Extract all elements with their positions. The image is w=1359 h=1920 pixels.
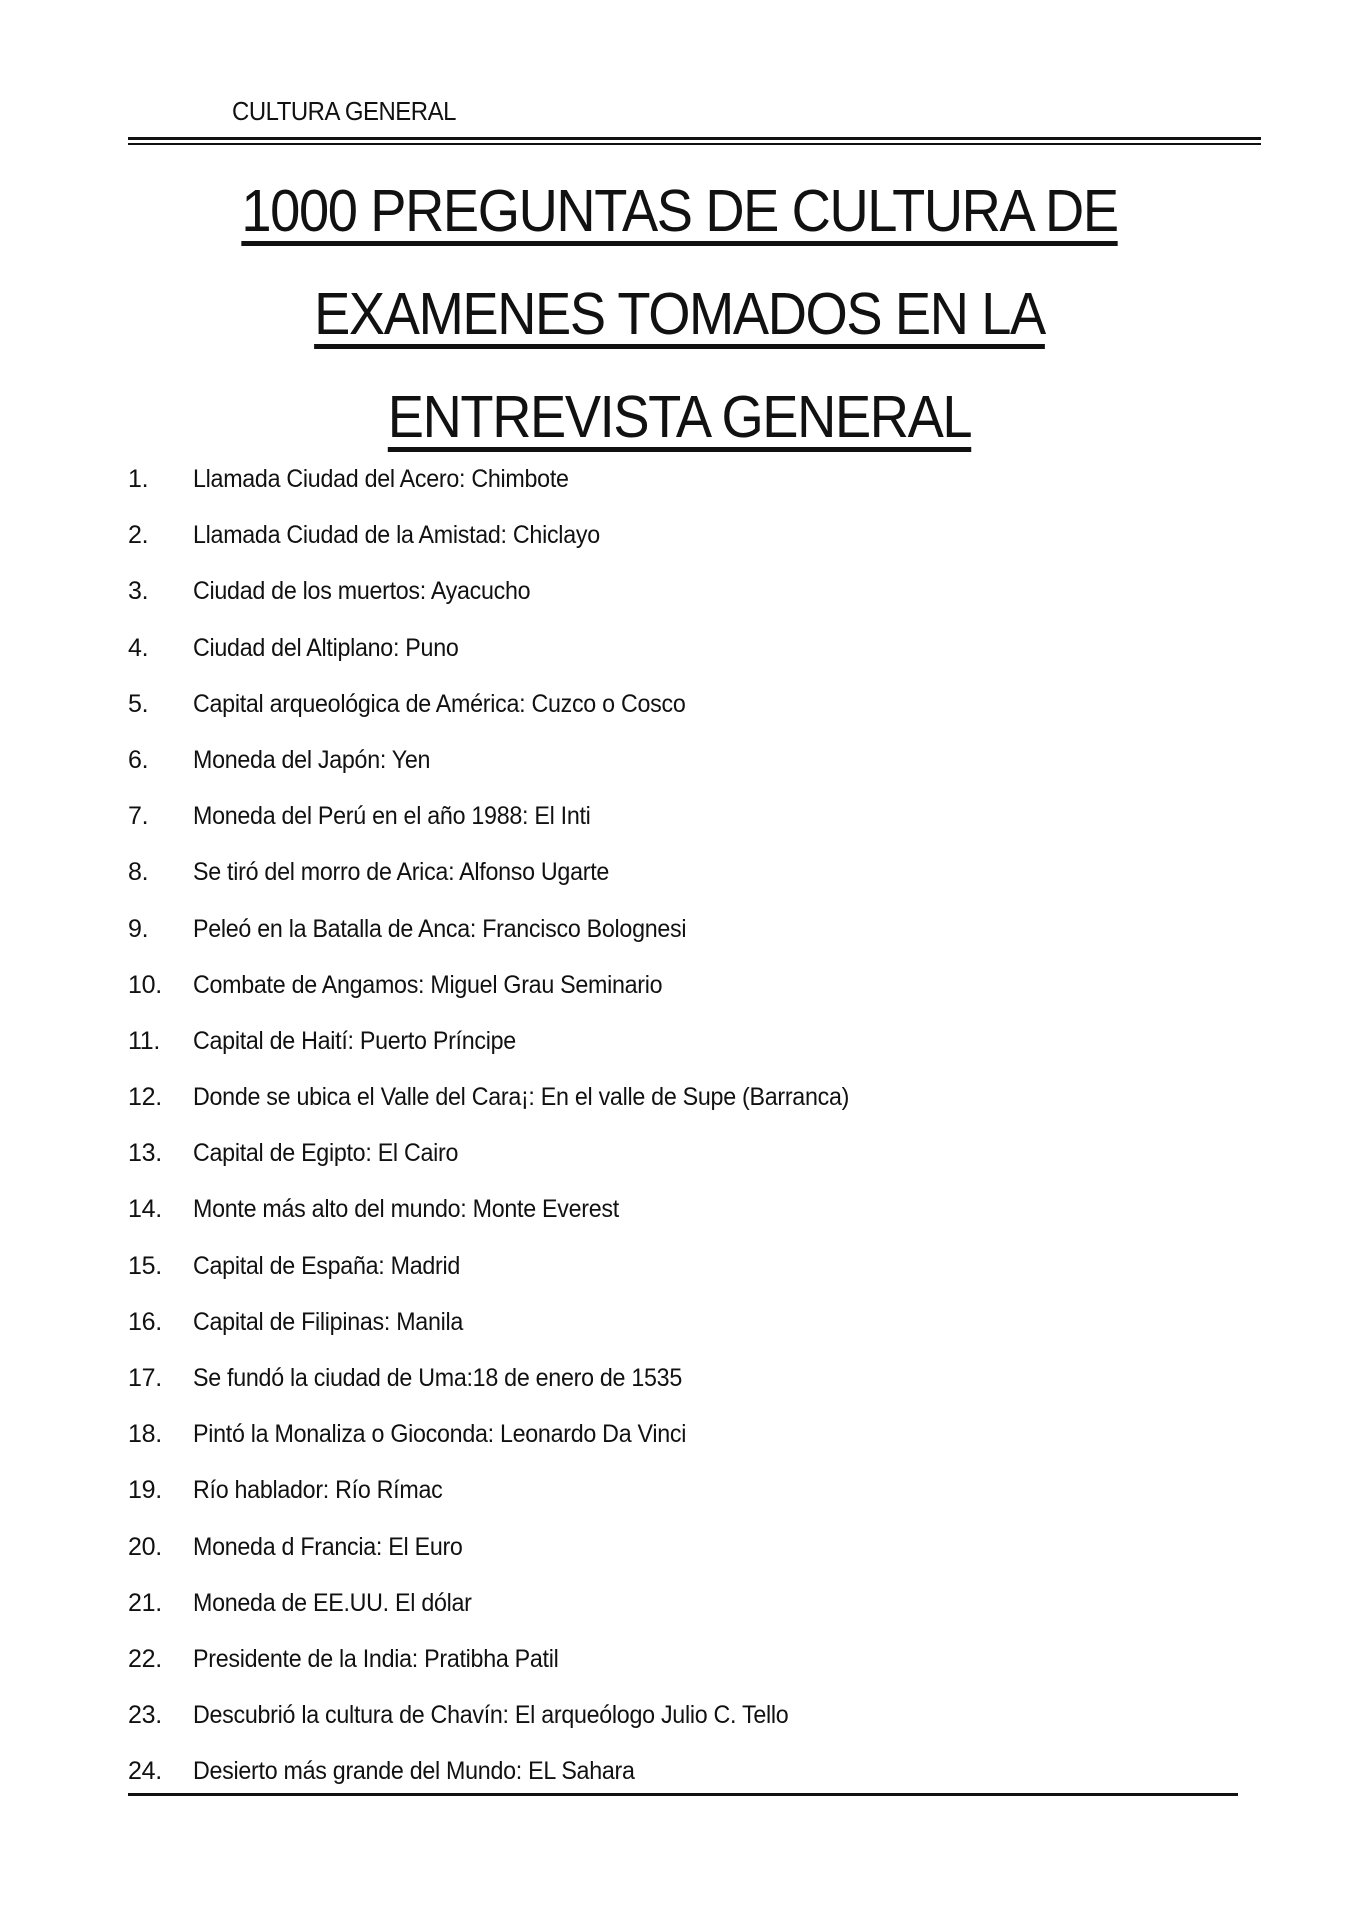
list-item [128,633,1238,689]
list-item [128,1138,1238,1194]
item-text: Descubrió la cultura de Chavín: El arqueólogo Julio C. Tello [193,1701,789,1730]
list-item [128,914,1238,970]
item-text: Combate de Angamos: Miguel Grau Seminario [193,970,663,999]
list-item [128,1756,1238,1812]
title-line-2: EXAMENES TOMADOS EN LA [314,281,1045,347]
item-text: Presidente de la India: Pratibha Patil [193,1644,559,1673]
item-text: Llamada Ciudad del Acero: Chimbote [193,465,569,493]
item-number: 14. [128,1195,162,1224]
item-text: Ciudad de los muertos: Ayacucho [193,577,531,606]
list-item [128,689,1238,745]
item-number: 12. [128,1083,162,1112]
item-number: 4. [128,633,149,662]
item-number: 21. [128,1588,162,1617]
item-text: Peleó en la Batalla de Anca: Francisco Bolognesi [193,914,687,943]
item-text: Monte más alto del mundo: Monte Everest [193,1195,619,1224]
list-item [128,1532,1238,1588]
item-number: 22. [128,1644,162,1673]
footer-rule [128,1793,1238,1796]
item-number: 19. [128,1476,162,1505]
document-title [0,160,1359,469]
item-number: 24. [128,1757,162,1786]
list-item [128,857,1238,913]
title-line-3: ENTREVISTA GENERAL [387,384,972,450]
list-item [128,464,1238,520]
item-number: 3. [128,577,149,606]
item-text: Pintó la Monaliza o Gioconda: Leonardo Da Vinci [193,1420,687,1449]
item-text: Ciudad del Altiplano: Puno [193,633,459,662]
header-rule-thick [128,137,1261,140]
item-number: 8. [128,858,149,887]
item-number: 17. [128,1364,162,1392]
item-text: Moneda del Japón: Yen [193,745,431,774]
list-item [128,1251,1238,1307]
item-number: 10. [128,970,162,999]
list-item [128,1194,1238,1250]
list-item [128,576,1238,632]
item-text: Desierto más grande del Mundo: EL Sahara [193,1757,635,1786]
item-number: 16. [128,1307,162,1336]
item-text: Se tiró del morro de Arica: Alfonso Ugarte [193,858,610,887]
item-number: 15. [128,1251,162,1280]
item-number: 11. [128,1026,160,1055]
item-text: Se fundó la ciudad de Uma:18 de enero de 1535 [193,1364,682,1392]
header-rule-thin [128,143,1261,145]
title-line-1: 1000 PREGUNTAS DE CULTURA DE [241,178,1118,244]
item-number: 6. [128,745,149,774]
item-text: Donde se ubica el Valle del Cara¡: En el valle de Supe (Barranca) [193,1083,850,1112]
item-number: 5. [128,689,149,718]
list-item [128,1644,1238,1700]
list-item [128,1026,1238,1082]
list-item [128,970,1238,1026]
item-number: 1. [128,465,149,493]
list-item [128,801,1238,857]
item-number: 23. [128,1701,162,1730]
list-item [128,1700,1238,1756]
item-text: Capital de Egipto: El Cairo [193,1139,459,1168]
item-text: Capital de Filipinas: Manila [193,1307,464,1336]
item-text: Capital de Haití: Puerto Príncipe [193,1026,516,1055]
list-item [128,1082,1238,1138]
item-text: Moneda de EE.UU. El dólar [193,1588,472,1617]
item-text: Moneda d Francia: El Euro [193,1532,463,1561]
list-item [128,1588,1238,1644]
item-text: Llamada Ciudad de la Amistad: Chiclayo [193,521,600,550]
item-text: Capital arqueológica de América: Cuzco o Cosco [193,689,686,718]
list-item [128,520,1238,576]
list-item [128,1307,1238,1363]
list-item [128,1419,1238,1475]
list-item [128,1363,1238,1419]
item-number: 9. [128,914,149,943]
question-list [128,464,1238,1813]
item-text: Moneda del Perú en el año 1988: El Inti [193,802,591,831]
item-text: Capital de España: Madrid [193,1251,461,1280]
item-text: Río hablador: Río Rímac [193,1476,443,1505]
item-number: 20. [128,1532,162,1561]
running-header: CULTURA GENERAL [232,96,456,126]
item-number: 18. [128,1420,162,1449]
item-number: 13. [128,1139,162,1168]
list-item [128,1475,1238,1531]
item-number: 2. [128,521,149,550]
item-number: 7. [128,802,149,831]
list-item [128,745,1238,801]
